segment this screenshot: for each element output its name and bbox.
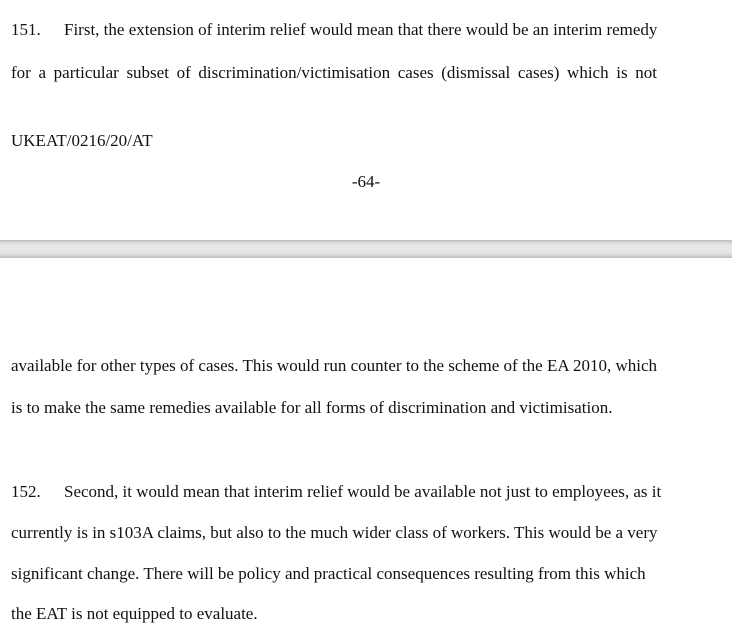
page-break-divider (0, 240, 732, 258)
case-reference: UKEAT/0216/20/AT (11, 131, 153, 150)
paragraph-152-line-1 (11, 482, 661, 502)
page-number: -64- (351, 172, 381, 191)
paragraph-152-line-3: significant change. There will be policy and practical consequences resulting from this which (11, 564, 646, 583)
paragraph-151-line-2: for a particular subset of discrimination/victimisation cases (dismissal cases) which is not (11, 63, 657, 82)
paragraph-152-line-2: currently is in s103A claims, but also to the much wider class of workers. This would be a very (11, 523, 658, 542)
paragraph-151-line-1 (11, 20, 657, 40)
paragraph-number: 152. (11, 482, 41, 501)
paragraph-text: First, the extension of interim relief would mean that there would be an interim remedy (64, 20, 658, 39)
paragraph-151-continued-line-2: is to make the same remedies available for all forms of discrimination and victimisation. (11, 398, 613, 417)
paragraph-152-line-4: the EAT is not equipped to evaluate. (11, 604, 258, 623)
paragraph-number: 151. (11, 20, 41, 39)
paragraph-text: Second, it would mean that interim relief would be available not just to employees, as it (64, 482, 662, 501)
paragraph-151-continued-line-1: available for other types of cases. This would run counter to the scheme of the EA 2010, which (11, 356, 657, 375)
